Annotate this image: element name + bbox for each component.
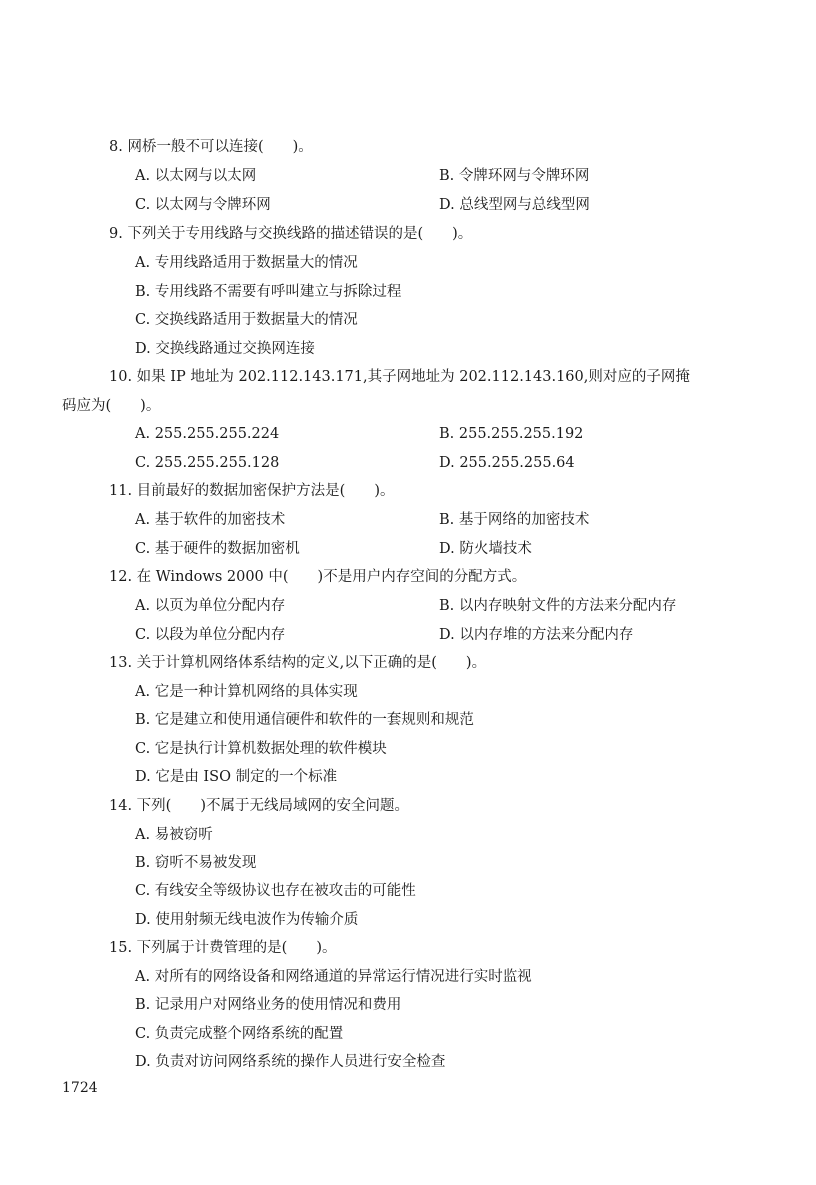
- option: B. 记录用户对网络业务的使用情况和费用: [135, 997, 402, 1013]
- option: D. 交换线路通过交换网连接: [135, 341, 315, 357]
- option: C. 交换线路适用于数据量大的情况: [135, 312, 358, 328]
- question-stem: 11. 目前最好的数据加密保护方法是( )。: [109, 483, 395, 499]
- option: B. 以内存映射文件的方法来分配内存: [439, 598, 677, 614]
- option: A. 它是一种计算机网络的具体实现: [135, 684, 358, 700]
- option: C. 以太网与令牌环网: [135, 197, 271, 213]
- option: B. 令牌环网与令牌环网: [439, 168, 590, 184]
- option: A. 基于软件的加密技术: [135, 512, 286, 528]
- option: A. 专用线路适用于数据量大的情况: [135, 255, 358, 271]
- page-number: 1724: [62, 1080, 98, 1096]
- option: A. 对所有的网络设备和网络通道的异常运行情况进行实时监视: [135, 969, 532, 985]
- question-stem: 15. 下列属于计费管理的是( )。: [109, 940, 337, 956]
- option: B. 基于网络的加密技术: [439, 512, 590, 528]
- option: C. 以段为单位分配内存: [135, 627, 286, 643]
- option: A. 以页为单位分配内存: [135, 598, 286, 614]
- option: D. 总线型网与总线型网: [439, 197, 590, 213]
- question-stem: 12. 在 Windows 2000 中( )不是用户内存空间的分配方式。: [109, 569, 527, 585]
- option: C. 负责完成整个网络系统的配置: [135, 1026, 344, 1042]
- option: C. 255.255.255.128: [135, 455, 280, 471]
- option: D. 它是由 ISO 制定的一个标准: [135, 769, 338, 785]
- option: D. 以内存堆的方法来分配内存: [439, 627, 634, 643]
- question-stem: 9. 下列关于专用线路与交换线路的描述错误的是( )。: [109, 226, 473, 242]
- option: D. 防火墙技术: [439, 541, 532, 557]
- option: C. 它是执行计算机数据处理的软件模块: [135, 741, 387, 757]
- option: B. 专用线路不需要有呼叫建立与拆除过程: [135, 284, 402, 300]
- option: B. 255.255.255.192: [439, 426, 584, 442]
- option: D. 负责对访问网络系统的操作人员进行安全检查: [135, 1054, 446, 1070]
- question-stem-continuation: 码应为( )。: [62, 398, 161, 414]
- option: C. 基于硬件的数据加密机: [135, 541, 300, 557]
- question-stem: 13. 关于计算机网络体系结构的定义,以下正确的是( )。: [109, 655, 487, 671]
- question-stem: 10. 如果 IP 地址为 202.112.143.171,其子网地址为 202.112.143.160,则对应的子网掩: [109, 369, 690, 385]
- option: D. 使用射频无线电波作为传输介质: [135, 912, 359, 928]
- option: B. 窃听不易被发现: [135, 855, 257, 871]
- question-stem: 8. 网桥一般不可以连接( )。: [109, 139, 313, 155]
- option: A. 255.255.255.224: [135, 426, 280, 442]
- option: A. 以太网与以太网: [135, 168, 257, 184]
- option: B. 它是建立和使用通信硬件和软件的一套规则和规范: [135, 712, 474, 728]
- option: C. 有线安全等级协议也存在被攻击的可能性: [135, 883, 416, 899]
- question-stem: 14. 下列( )不属于无线局域网的安全问题。: [109, 798, 409, 814]
- option: D. 255.255.255.64: [439, 455, 575, 471]
- option: A. 易被窃听: [135, 827, 213, 843]
